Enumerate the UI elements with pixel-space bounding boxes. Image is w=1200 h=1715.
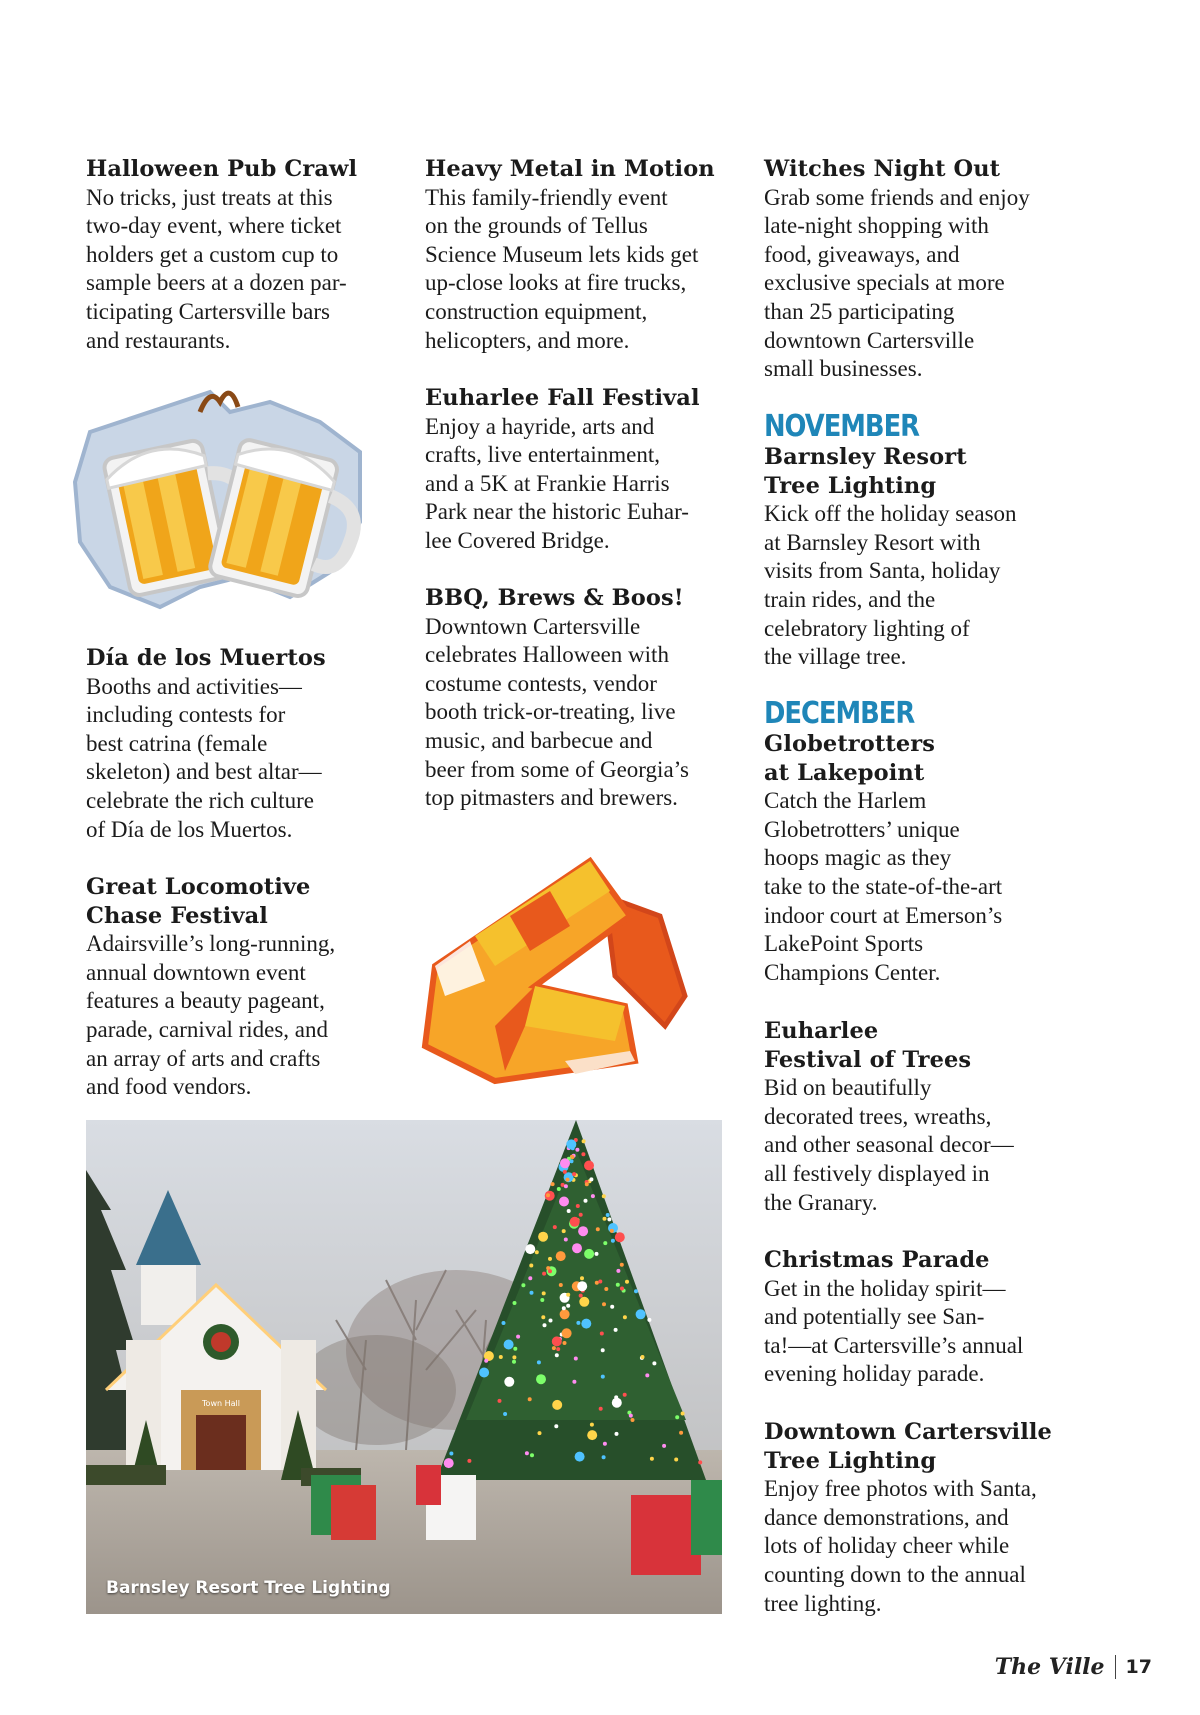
event-description: This family-friendly event on the grounds of Tellus Science Museum lets kids get up-close looks at fire trucks, construction equipment, helicopters, and more. xyxy=(425,184,699,353)
tree-light xyxy=(585,1182,589,1186)
event-title: Euharlee Festival of Trees xyxy=(764,1018,972,1073)
tree-light xyxy=(525,1244,535,1254)
tree-light xyxy=(601,1348,605,1352)
event-halloween-pub-crawl xyxy=(86,155,386,355)
tree-light xyxy=(552,1346,556,1350)
event-euharlee-fall-festival xyxy=(425,384,735,556)
tree-light xyxy=(636,1309,646,1319)
tree-light xyxy=(556,1251,566,1261)
tree-light xyxy=(590,1423,594,1427)
tree-light xyxy=(645,1373,649,1377)
event-title: Christmas Parade xyxy=(764,1247,990,1273)
tree-light xyxy=(600,1332,604,1336)
tree-light xyxy=(611,1239,615,1243)
tree-light xyxy=(562,1328,572,1338)
event-bbq-brews-boos xyxy=(425,584,735,813)
footer-divider xyxy=(1115,1655,1116,1679)
tree-light xyxy=(530,1291,534,1295)
tree-light xyxy=(546,1193,550,1197)
event-description: Downtown Cartersville celebrates Halloween with costume contests, vendor booth trick-or-treating, live music, and barbecue and beer from some of Georgia’s top pitmasters and brewers. xyxy=(425,613,689,811)
tree-light xyxy=(512,1360,516,1364)
tree-light xyxy=(529,1264,533,1268)
month-heading-december: DECEMBER xyxy=(764,696,915,731)
tree-light xyxy=(662,1444,666,1448)
tree-light xyxy=(616,1269,620,1273)
tree-light xyxy=(584,1249,594,1259)
event-dia-de-los-muertos xyxy=(86,644,386,844)
tree-light xyxy=(698,1460,702,1464)
tree-light xyxy=(581,1152,585,1156)
tree-light xyxy=(513,1301,517,1305)
tree-light xyxy=(596,1227,600,1231)
tree-light xyxy=(587,1430,597,1440)
tree-light xyxy=(579,1297,589,1307)
tree-light xyxy=(538,1232,548,1242)
tree-light xyxy=(537,1360,541,1364)
tree-light xyxy=(574,1357,578,1361)
tree-light xyxy=(444,1458,454,1468)
tree-light xyxy=(616,1283,620,1287)
event-title: Euharlee Fall Festival xyxy=(425,385,700,411)
tree-light xyxy=(595,1252,599,1256)
tree-light xyxy=(528,1397,532,1401)
tree-light xyxy=(589,1177,593,1181)
tree-light xyxy=(620,1263,624,1267)
candy-corn-patch-illustration xyxy=(415,856,705,1086)
tree-light xyxy=(584,1199,588,1203)
tree-light xyxy=(552,1336,562,1346)
tree-light xyxy=(578,1226,588,1236)
month-heading-november: NOVEMBER xyxy=(764,409,920,444)
magazine-brand: The Ville xyxy=(994,1654,1105,1680)
tree-light xyxy=(521,1283,525,1287)
tree-light xyxy=(598,1280,602,1284)
beer-mugs-patch-illustration xyxy=(60,372,380,622)
event-title: Downtown Cartersville Tree Lighting xyxy=(764,1419,1052,1474)
tree-light xyxy=(551,1182,555,1186)
tree-light xyxy=(595,1281,599,1285)
tree-light xyxy=(549,1319,553,1323)
event-description: No tricks, just treats at this two-day event, where ticket holders get a custom cup to sample beers at a dozen par- ticipating Cartersville bars and restaurants. xyxy=(86,184,347,353)
event-christmas-parade xyxy=(764,1246,1084,1389)
tree-light xyxy=(575,1148,579,1152)
event-witches-night-out xyxy=(764,155,1084,384)
event-euharlee-festival-of-trees xyxy=(764,1017,1084,1217)
tree-light xyxy=(679,1431,683,1435)
tree-light xyxy=(540,1298,544,1302)
tree-light xyxy=(535,1250,539,1254)
tree-light xyxy=(502,1321,506,1325)
tree-light xyxy=(575,1452,585,1462)
event-description: Bid on beautifully decorated trees, wreaths, and other seasonal decor— all festively displayed in the Granary. xyxy=(764,1075,1014,1215)
event-title: Día de los Muertos xyxy=(86,645,326,671)
tree-light xyxy=(516,1335,520,1339)
tree-light xyxy=(584,1161,594,1171)
tree-light xyxy=(572,1172,576,1176)
column-right xyxy=(764,155,1084,384)
tree-light xyxy=(572,1380,576,1384)
tree-light xyxy=(610,1229,614,1233)
tree-light xyxy=(615,1232,625,1242)
tree-light xyxy=(548,1269,552,1273)
tree-light xyxy=(542,1291,546,1295)
event-great-locomotive-chase-festival xyxy=(86,873,386,1102)
tree-light xyxy=(512,1355,516,1359)
tree-light xyxy=(499,1355,503,1359)
tree-light xyxy=(591,1194,595,1198)
tree-light xyxy=(582,1139,586,1143)
page-number: 17 xyxy=(1125,1656,1152,1678)
event-description: Get in the holiday spirit— and potentially see San- ta!—at Cartersville’s annual evening holiday parade. xyxy=(764,1275,1024,1387)
tree-light xyxy=(581,1319,591,1329)
tree-light xyxy=(567,1209,571,1213)
tree-light xyxy=(566,1304,570,1308)
tree-light xyxy=(614,1328,618,1332)
tree-light xyxy=(548,1257,552,1261)
tree-light xyxy=(479,1368,489,1378)
tree-light xyxy=(606,1213,610,1217)
tree-light xyxy=(612,1398,622,1408)
tree-light xyxy=(603,1217,607,1221)
event-title: Halloween Pub Crawl xyxy=(86,156,358,182)
event-globetrotters-at-lakepoint xyxy=(764,730,1084,987)
tree-light xyxy=(623,1315,627,1319)
tree-light xyxy=(449,1452,453,1456)
event-title: Witches Night Out xyxy=(764,156,1001,182)
tree-light xyxy=(543,1323,547,1327)
tree-light xyxy=(564,1238,568,1242)
event-title: Heavy Metal in Motion xyxy=(425,156,715,182)
tree-light xyxy=(580,1276,584,1280)
tree-light xyxy=(602,1194,606,1198)
tree-light xyxy=(579,1294,583,1298)
tree-light xyxy=(615,1432,619,1436)
tree-light xyxy=(559,1283,563,1287)
tree-light xyxy=(610,1305,614,1309)
tree-light xyxy=(577,1281,587,1291)
tree-light xyxy=(503,1412,507,1416)
tree-light xyxy=(566,1178,570,1182)
tree-light xyxy=(620,1287,624,1291)
tree-light xyxy=(530,1453,534,1457)
event-heavy-metal-in-motion xyxy=(425,155,735,355)
barnsley-tree-lighting-photo xyxy=(86,1120,722,1614)
tree-light xyxy=(579,1213,583,1217)
column-left xyxy=(86,155,386,355)
tree-light xyxy=(623,1393,627,1397)
tree-light xyxy=(504,1377,514,1387)
tree-light xyxy=(603,1442,607,1446)
tree-light xyxy=(564,1184,568,1188)
event-title: Barnsley Resort Tree Lighting xyxy=(764,444,967,499)
tree-light xyxy=(674,1458,678,1462)
tree-light xyxy=(629,1414,633,1418)
tree-light xyxy=(559,1197,569,1207)
tree-light xyxy=(560,1309,570,1319)
event-description: Adairsville’s long-running, annual downtown event features a beauty pageant, parade, carnival rides, and an array of arts and crafts and food vendors. xyxy=(86,931,336,1100)
event-title: Globetrotters at Lakepoint xyxy=(764,731,935,786)
tree-light xyxy=(536,1374,546,1384)
tree-light xyxy=(560,1158,570,1168)
event-title: Great Locomotive Chase Festival xyxy=(86,874,311,929)
tree-light xyxy=(525,1451,529,1455)
tree-light xyxy=(563,1170,567,1174)
tree-light xyxy=(556,1347,560,1351)
photo-caption: Barnsley Resort Tree Lighting xyxy=(106,1578,391,1598)
tree-light xyxy=(647,1318,651,1322)
tree-light xyxy=(601,1375,605,1379)
event-description: Grab some friends and enjoy late-night shopping with food, giveaways, and exclusive specials at more than 25 participating downtown Cartersville small businesses. xyxy=(764,184,1030,382)
event-description: Enjoy a hayride, arts and crafts, live entertainment, and a 5K at Frankie Harris Park near the historic Euhar- lee Covered Bridge. xyxy=(425,413,689,553)
tree-light xyxy=(576,1204,580,1208)
column-middle xyxy=(425,155,735,355)
tree-light xyxy=(562,1229,566,1233)
tree-light xyxy=(498,1399,502,1403)
tree-light xyxy=(563,1341,567,1345)
tree-light xyxy=(557,1187,561,1191)
tree-light xyxy=(625,1280,629,1284)
tree-light xyxy=(552,1400,562,1410)
tree-light xyxy=(570,1217,580,1227)
tree-light xyxy=(641,1355,645,1359)
tree-light xyxy=(681,1412,685,1416)
tree-light xyxy=(599,1407,603,1411)
tree-light xyxy=(652,1361,656,1365)
tree-light xyxy=(541,1315,545,1319)
event-description: Catch the Harlem Globetrotters’ unique hoops magic as they take to the state-of-the-art indoor court at Emerson’s LakePoint Sports Champions Center. xyxy=(764,788,1003,985)
event-barnsley-resort-tree-lighting xyxy=(764,443,1084,672)
tree-light xyxy=(566,1293,570,1297)
tree-light xyxy=(675,1415,679,1419)
tree-light xyxy=(542,1272,546,1276)
tree-light xyxy=(484,1359,488,1363)
tree-light xyxy=(553,1225,557,1229)
tree-light xyxy=(554,1424,558,1428)
tree-light xyxy=(634,1289,638,1293)
tree-light xyxy=(555,1353,559,1357)
tree-light xyxy=(467,1459,471,1463)
tree-light xyxy=(513,1347,517,1351)
tree-light xyxy=(602,1302,606,1306)
tree-light xyxy=(528,1276,532,1280)
event-description: Enjoy free photos with Santa, dance demonstrations, and lots of holiday cheer while counting down to the annual tree lighting. xyxy=(764,1476,1037,1616)
tree-light xyxy=(504,1340,514,1350)
tree-light xyxy=(631,1418,635,1422)
event-description: Booths and activities— including contests for best catrina (female skeleton) and best altar— celebrate the rich culture of Día de los Muertos. xyxy=(86,673,322,842)
tree-light xyxy=(650,1457,654,1461)
tree-light xyxy=(602,1455,606,1459)
event-downtown-cartersville-tree-lighting xyxy=(764,1418,1084,1618)
tree-light xyxy=(576,1321,580,1325)
tree-light xyxy=(603,1241,607,1245)
tree-light xyxy=(607,1217,611,1221)
tree-light xyxy=(572,1243,582,1253)
tree-light xyxy=(604,1287,608,1291)
tree-light xyxy=(562,1306,566,1310)
tree-light xyxy=(571,1146,575,1150)
event-title: BBQ, Brews & Boos! xyxy=(425,585,684,611)
tree-light xyxy=(538,1431,542,1435)
page-footer xyxy=(995,1654,1152,1680)
photo-sign-text: Town Hall xyxy=(202,1399,240,1408)
event-description: Kick off the holiday season at Barnsley Resort with visits from Santa, holiday train rides, and the celebratory lighting of the village tree. xyxy=(764,501,1017,670)
